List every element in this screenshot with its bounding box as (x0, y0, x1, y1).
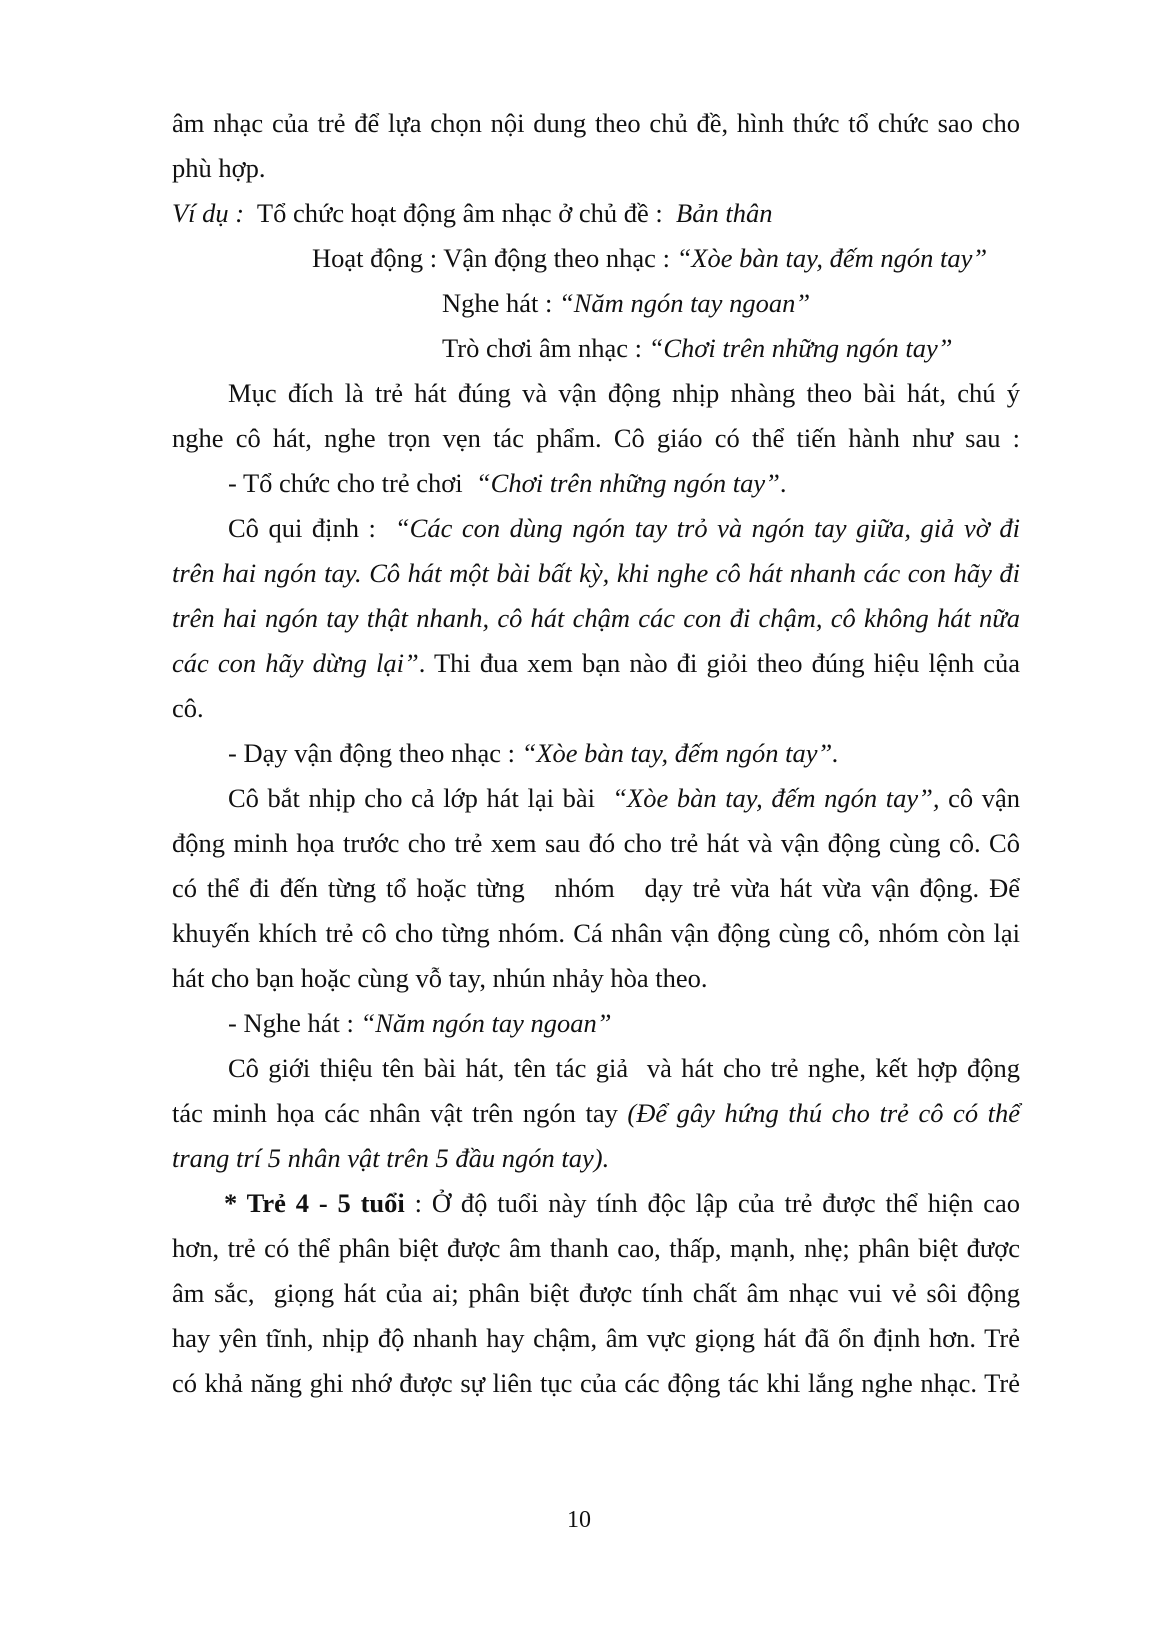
text-line: âm sắc, giọng hát của ai; phân biệt được tính chất âm nhạc vui vẻ sôi động (172, 1278, 1020, 1308)
text-line: trang trí 5 nhân vật trên 5 đầu ngón tay). (172, 1143, 610, 1173)
section-heading-line: * Trẻ 4 - 5 tuổi : Ở độ tuổi này tính độc lập của trẻ được thể hiện cao (224, 1188, 1020, 1218)
text-line: Cô bắt nhịp cho cả lớp hát lại bài “Xòe bàn tay, đếm ngón tay”, cô vận (228, 783, 1020, 813)
text-line: âm nhạc của trẻ để lựa chọn nội dung theo chủ đề, hình thức tổ chức sao cho (172, 108, 1020, 138)
text-line: Mục đích là trẻ hát đúng và vận động nhịp nhàng theo bài hát, chú ý (228, 378, 1020, 408)
text-line: - Tổ chức cho trẻ chơi “Chơi trên những ngón tay”. (228, 468, 787, 498)
text-line: hơn, trẻ có thể phân biệt được âm thanh cao, thấp, mạnh, nhẹ; phân biệt được (172, 1233, 1020, 1263)
text-line: động minh họa trước cho trẻ xem sau đó cho trẻ hát và vận động cùng cô. Cô (172, 828, 1020, 858)
page-number: 10 (567, 1507, 591, 1533)
activity-line: Nghe hát : “Năm ngón tay ngoan” (442, 288, 811, 318)
text-line: Cô giới thiệu tên bài hát, tên tác giả và hát cho trẻ nghe, kết hợp động (228, 1053, 1020, 1083)
text-line: Cô qui định : “Các con dùng ngón tay trỏ và ngón tay giữa, giả vờ đi (228, 513, 1020, 543)
text-line: nghe cô hát, nghe trọn vẹn tác phẩm. Cô giáo có thể tiến hành như sau : (172, 423, 1020, 453)
activity-line: Trò chơi âm nhạc : “Chơi trên những ngón tay” (442, 333, 953, 363)
text-line: có thể đi đến từng tổ hoặc từng nhóm dạy trẻ vừa hát vừa vận động. Để (172, 873, 1020, 903)
text-line: các con hãy dừng lại”. Thi đua xem bạn nào đi giỏi theo đúng hiệu lệnh của (172, 648, 1020, 678)
text-line: hay yên tĩnh, nhịp độ nhanh hay chậm, âm vực giọng hát đã ổn định hơn. Trẻ (172, 1323, 1020, 1353)
text-line: có khả năng ghi nhớ được sự liên tục của các động tác khi lắng nghe nhạc. Trẻ (172, 1368, 1020, 1398)
example-line: Ví dụ : Tổ chức hoạt động âm nhạc ở chủ đề : Bản thân (172, 198, 773, 228)
text-line: cô. (172, 693, 204, 723)
text-line: khuyến khích trẻ cô cho từng nhóm. Cá nhân vận động cùng cô, nhóm còn lại (172, 918, 1020, 948)
text-line: - Nghe hát : “Năm ngón tay ngoan” (228, 1008, 612, 1038)
activity-line: Hoạt động : Vận động theo nhạc : “Xòe bàn tay, đếm ngón tay” (312, 243, 988, 273)
text-line: trên hai ngón tay thật nhanh, cô hát chậm các con đi chậm, cô không hát nữa (172, 603, 1020, 633)
text-line: tác minh họa các nhân vật trên ngón tay (Để gây hứng thú cho trẻ cô có thể (172, 1098, 1020, 1128)
text-line: hát cho bạn hoặc cùng vỗ tay, nhún nhảy hòa theo. (172, 963, 708, 993)
text-line: - Dạy vận động theo nhạc : “Xòe bàn tay, đếm ngón tay”. (228, 738, 839, 768)
text-line: trên hai ngón tay. Cô hát một bài bất kỳ, khi nghe cô hát nhanh các con hãy đi (172, 558, 1020, 588)
text-line: phù hợp. (172, 153, 266, 183)
